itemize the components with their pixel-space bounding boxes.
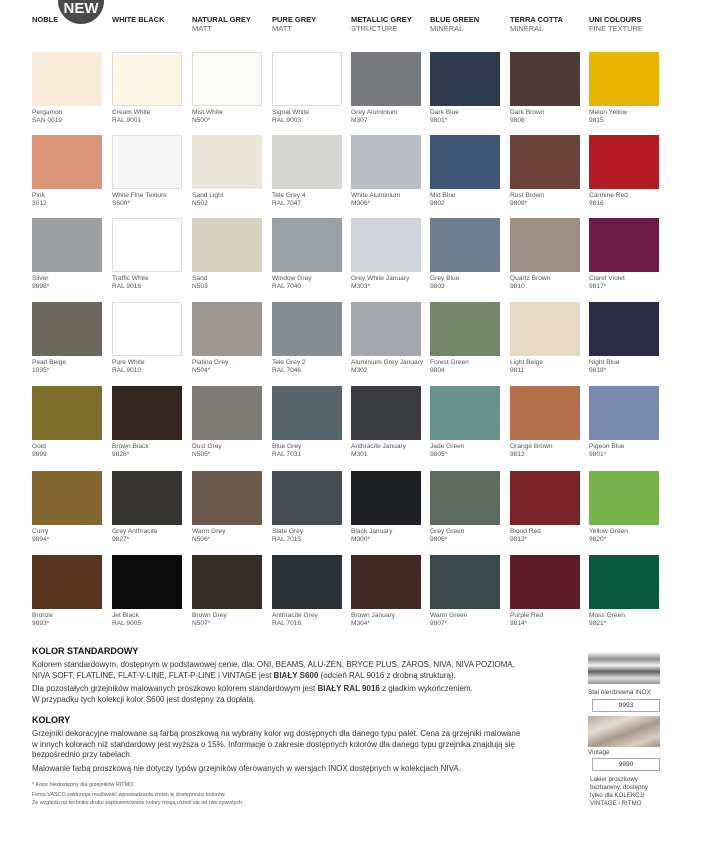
column-title: UNI COLOURS [589,15,642,24]
color-swatch [192,471,262,525]
standard-line-1: Kolorem standardowym, dostępnym w podstawowej cenie, dla: ONI, BEAMS, ALU-ZEN, BRYCE PLUS, ZAROS, NIVA, NIVA POZIOMA, [32,660,515,669]
color-swatch [589,135,659,189]
swatch-name: Signal White [272,109,310,116]
swatch-code: 9804 [430,367,445,374]
swatch-label [192,109,270,125]
swatch-name: Dark Blue [430,109,459,116]
color-swatch [272,555,342,609]
swatch-name: Anthracite January [351,443,406,450]
color-swatch [510,471,580,525]
colors-line-1: Grzejniki dekoracyjne malowane są farbą proszkową na wybrany kolor wg dostępnych dla danego typu palet. Cena za grzejniki malowane [32,729,521,738]
swatch-name: Pink [32,192,45,199]
color-swatch [430,218,500,272]
swatch-label [272,109,350,125]
standard-line-4: W przypadku tych kolekcji kolor S600 jest dostępny za dopłatą. [32,694,256,704]
swatch-code: 9815 [589,117,604,124]
swatch-label [589,192,667,208]
swatch-label [510,109,588,125]
swatch-name: Grey Blue [430,275,460,282]
color-swatch [510,135,580,189]
swatch-code: RAL 7015 [272,536,302,543]
swatch-code: RAL 9001 [112,117,142,124]
swatch-name: Mist White [192,109,223,116]
swatch-name: Blood Red [510,528,541,535]
column-title: NOBLE [32,15,59,24]
color-swatch [510,218,580,272]
swatch-name: Sand Light [192,192,224,199]
swatch-name: Mid Blue [430,192,456,199]
swatch-name: White Fine Texture [112,192,167,199]
vintage-label: Vintage [588,749,610,756]
swatch-label [351,192,429,208]
color-swatch [589,302,659,356]
swatch-code: 9899 [32,451,47,458]
side-note: Lakier proszkowy bezbarwny, dostępny tylko dla KOLEKCJI VINTAGE i RITMO [590,776,649,807]
swatch-name: Grey Anthracite [112,528,158,535]
swatch-label [510,443,588,459]
swatch-name: Quartz Brown [510,275,551,282]
swatch-label [589,109,667,125]
swatch-code: RAL 9003 [272,117,302,124]
swatch-code: M300* [351,536,371,543]
swatch-label [351,359,429,375]
swatch-label [351,109,429,125]
swatch-code: RAL 7047 [272,200,302,207]
swatch-name: Anthracite Grey [272,612,318,619]
swatch-label [351,612,429,628]
swatch-code: RAL 7040 [272,283,302,290]
color-swatch [272,471,342,525]
column-subtitle: FINE TEXTURE [589,23,644,33]
swatch-name: Brown Black [112,443,149,450]
swatch-name: Curry [32,528,49,535]
swatch-label [32,359,110,375]
color-swatch [192,52,262,106]
swatch-name: Dust Grey [192,443,222,450]
column-subtitle: MINERAL [510,23,544,33]
color-swatch [351,555,421,609]
swatch-label [351,528,429,544]
colors-line-2: w innych kolorach niż standardowy jest wyższa o 15%. Informacje o zakresie dostępnych kolorów dla danego typu grzejnika znajdują się [32,739,515,749]
swatch-code: 9801* [589,451,607,458]
swatch-name: Tele Grey 2 [272,359,306,366]
swatch-name: Bronze [32,612,53,619]
swatch-label [272,359,350,375]
column-title: PURE GREY [272,15,317,24]
swatch-label [112,612,190,628]
color-swatch [32,218,102,272]
color-swatch [272,386,342,440]
swatch-label [272,528,350,544]
swatch-label [112,109,190,125]
column-header [272,16,316,33]
column-title: METALLIC GREY [351,15,412,24]
swatch-name: Pearl Beige [32,359,67,366]
swatch-name: Grey Aluminium [351,109,398,116]
swatch-label [32,275,110,291]
swatch-label [32,612,110,628]
color-swatch [589,52,659,106]
swatch-label [112,192,190,208]
swatch-label [272,192,350,208]
color-swatch [112,555,182,609]
color-swatch [589,555,659,609]
swatch-label [589,443,667,459]
swatch-label [192,612,270,628]
colors-line-4: Malowanie farbą proszkową nie dotyczy typów grzejników oferowanych w wersjach INOX dostępnych w kolekcjach NIVA. [32,763,461,773]
swatch-label [112,443,190,459]
swatch-name: Platina Grey [192,359,229,366]
color-swatch [351,471,421,525]
swatch-name: Brown January [351,612,395,619]
color-swatch [430,302,500,356]
swatch-code: N500* [192,117,211,124]
swatch-label [32,443,110,459]
color-swatch [351,218,421,272]
color-swatch [32,555,102,609]
swatch-code: RAL 7016 [272,620,302,627]
swatch-name: Jade Green [430,443,465,450]
color-swatch [192,555,262,609]
swatch-code: SAN 0019 [32,117,63,124]
swatch-code: 9898* [32,283,50,290]
column-header [589,16,643,33]
swatch-name: Brown Grey [192,612,227,619]
swatch-label [192,528,270,544]
swatch-label [272,275,350,291]
swatch-label [430,443,508,459]
color-swatch [351,386,421,440]
swatch-code: M306* [351,200,371,207]
swatch-code: 3012 [32,200,47,207]
swatch-name: White Aluminium [351,192,401,199]
swatch-label [192,359,270,375]
swatch-code: 9807* [430,620,448,627]
swatch-code: M302 [351,367,368,374]
colors-line-3: bezpośrednio przy tabelach. [32,750,133,759]
swatch-label [589,528,667,544]
swatch-code: N502 [192,200,208,207]
swatch-label [32,528,110,544]
swatch-code: N507* [192,620,211,627]
swatch-label [510,612,588,628]
color-swatch [510,555,580,609]
column-header [192,16,251,33]
swatch-code: 9811 [510,367,525,374]
swatch-code: 9812 [510,451,525,458]
swatch-label [510,192,588,208]
color-swatch [272,218,342,272]
swatch-label [430,192,508,208]
color-swatch [192,302,262,356]
column-header [430,16,479,33]
color-swatch [32,302,102,356]
swatch-code: 9806* [430,536,448,543]
swatch-name: Pure White [112,359,145,366]
column-subtitle: STRUCTURE [351,23,398,33]
swatch-label [510,528,588,544]
color-swatch [192,135,262,189]
footnote-3: Ze względu na technikę druku zaprezentowane kolory mogą różnić się od rzeczywistych. [32,800,244,806]
swatch-name: Blue Grey [272,443,302,450]
swatch-name: Gold [32,443,46,450]
swatch-name: Black January [351,528,393,535]
color-swatch [112,52,182,106]
swatch-label [351,275,429,291]
swatch-name: Melon Yellow [589,109,628,116]
standard-line-2: NIVA SOFT, FLATLINE, FLAT-V-LINE, FLAT-P-LINE i VINTAGE jest BIAŁY S600 (odcień RAL 9016 z drobną strukturą). [32,670,456,680]
standard-heading: KOLOR STANDARDOWY [32,646,139,656]
swatch-code: RAL 9005 [112,620,142,627]
swatch-code: 9821* [589,620,607,627]
column-title: BLUE GREEN [430,15,480,24]
standard-text [32,660,572,705]
swatch-name: Pergamon [32,109,63,116]
swatch-code: 1035* [32,367,50,374]
color-swatch [589,471,659,525]
swatch-code: 9803 [430,283,445,290]
footnote-1: * Kolor niedostępny dla grzejników RITMO [32,782,134,788]
swatch-name: Moss Green [589,612,625,619]
swatch-name: Grey Green [430,528,465,535]
swatch-label [510,275,588,291]
inox-code: 9993 [592,699,660,712]
swatch-label [430,612,508,628]
swatch-code: RAL 7031 [272,451,302,458]
inox-label: Stal nierdzewna INOX [588,689,651,696]
color-swatch [272,302,342,356]
swatch-name: Slate Grey [272,528,304,535]
swatch-label [112,275,190,291]
vintage-code: 9990 [592,758,660,771]
swatch-code: 9802 [430,200,445,207]
color-swatch [510,302,580,356]
swatch-name: Orange Brown [510,443,553,450]
swatch-code: 9801* [430,117,448,124]
color-swatch [510,386,580,440]
swatch-label [32,192,110,208]
swatch-name: Silver [32,275,49,282]
swatch-name: Purple Red [510,612,543,619]
inox-swatch [588,653,660,684]
swatch-code: RAL 7046 [272,367,302,374]
swatch-label [272,612,350,628]
swatch-name: Warm Green [430,612,468,619]
swatch-code: 9818* [589,367,607,374]
color-swatch [112,218,182,272]
column-title: WHITE BLACK [112,15,165,24]
column-title: TERRA COTTA [510,15,563,24]
standard-line-3: Dla pozostałych grzejników malowanych proszkowo kolorem standardowym jest BIAŁY RAL 9016 z gładkim wykończeniem. [32,684,473,693]
swatch-name: Jet Black [112,612,139,619]
color-swatch [112,471,182,525]
color-swatch [589,386,659,440]
color-swatch [32,471,102,525]
swatch-label [430,109,508,125]
color-swatch [112,302,182,356]
swatch-code: N504* [192,367,211,374]
color-swatch [192,386,262,440]
swatch-code: M304* [351,620,371,627]
color-swatch [430,471,500,525]
swatch-code: 9894* [32,536,50,543]
colors-text [32,729,572,774]
swatch-code: M303* [351,283,371,290]
color-swatch [32,386,102,440]
color-swatch [430,135,500,189]
column-header [112,16,165,25]
swatch-name: Rust Brown [510,192,545,199]
swatch-code: RAL 9016 [112,283,142,290]
column-subtitle: MINERAL [430,23,464,33]
swatch-name: Carmine Red [589,192,628,199]
swatch-name: Tele Grey 4 [272,192,306,199]
swatch-name: Light Beige [510,359,543,366]
swatch-code: S600* [112,200,130,207]
color-swatch [32,52,102,106]
column-title: NATURAL GREY [192,15,251,24]
color-swatch [510,52,580,106]
color-swatch [589,218,659,272]
swatch-label [351,443,429,459]
swatch-label [112,528,190,544]
color-swatch [192,218,262,272]
swatch-name: Traffic White [112,275,149,282]
swatch-code: RAL 9010 [112,367,142,374]
swatch-name: Pigeon Blue [589,443,625,450]
swatch-code: 9805* [430,451,448,458]
color-swatch [272,135,342,189]
color-swatch [430,555,500,609]
swatch-code: 9827* [112,536,130,543]
swatch-name: Cream White [112,109,151,116]
swatch-code: N505* [192,451,211,458]
swatch-name: Forest Green [430,359,469,366]
swatch-name: Warm Grey [192,528,226,535]
color-swatch [351,52,421,106]
swatch-label [430,275,508,291]
column-header [351,16,412,33]
color-swatch [351,135,421,189]
swatch-name: Night Blue [589,359,620,366]
swatch-code: 9826* [112,451,130,458]
swatch-code: 9813* [510,536,528,543]
swatch-code: M307 [351,117,368,124]
new-badge: NEW [58,0,104,24]
swatch-label [32,109,110,125]
swatch-name: Claret Violet [589,275,625,282]
swatch-code: 9817* [589,283,607,290]
swatch-label [192,275,270,291]
swatch-name: Grey White January [351,275,410,282]
color-swatch [430,52,500,106]
swatch-code: 9814* [510,620,528,627]
swatch-label [430,528,508,544]
swatch-label [589,612,667,628]
swatch-label [192,443,270,459]
swatch-code: 9810 [510,283,525,290]
color-swatch [430,386,500,440]
swatch-name: Window Grey [272,275,312,282]
column-subtitle: MATT [192,23,212,33]
column-subtitle: MATT [272,23,292,33]
swatch-label [430,359,508,375]
swatch-code: N506* [192,536,211,543]
color-swatch [112,135,182,189]
vintage-swatch [588,716,660,747]
swatch-label [589,359,667,375]
swatch-name: Aluminium Grey January [351,359,424,366]
swatch-label [192,192,270,208]
swatch-code: M301 [351,451,368,458]
color-swatch [272,52,342,106]
color-swatch [32,135,102,189]
column-header [510,16,563,33]
color-swatch [351,302,421,356]
swatch-name: Sand [192,275,208,282]
swatch-code: 9820* [589,536,607,543]
swatch-code: N503 [192,283,208,290]
swatch-label [589,275,667,291]
swatch-code: 9809* [510,200,528,207]
swatch-code: 9893* [32,620,50,627]
swatch-label [272,443,350,459]
swatch-code: 9816 [589,200,604,207]
swatch-code: 9808 [510,117,525,124]
swatch-label [510,359,588,375]
swatch-label [112,359,190,375]
column-header [32,16,58,25]
footnote-2: Firma VASCO zastrzega możliwość wprowadzania zmian w dostępności kolorów. [32,792,226,798]
swatch-name: Yellow Green [589,528,628,535]
color-swatch [112,386,182,440]
swatch-name: Dark Brown [510,109,545,116]
colors-heading: KOLORY [32,715,71,725]
